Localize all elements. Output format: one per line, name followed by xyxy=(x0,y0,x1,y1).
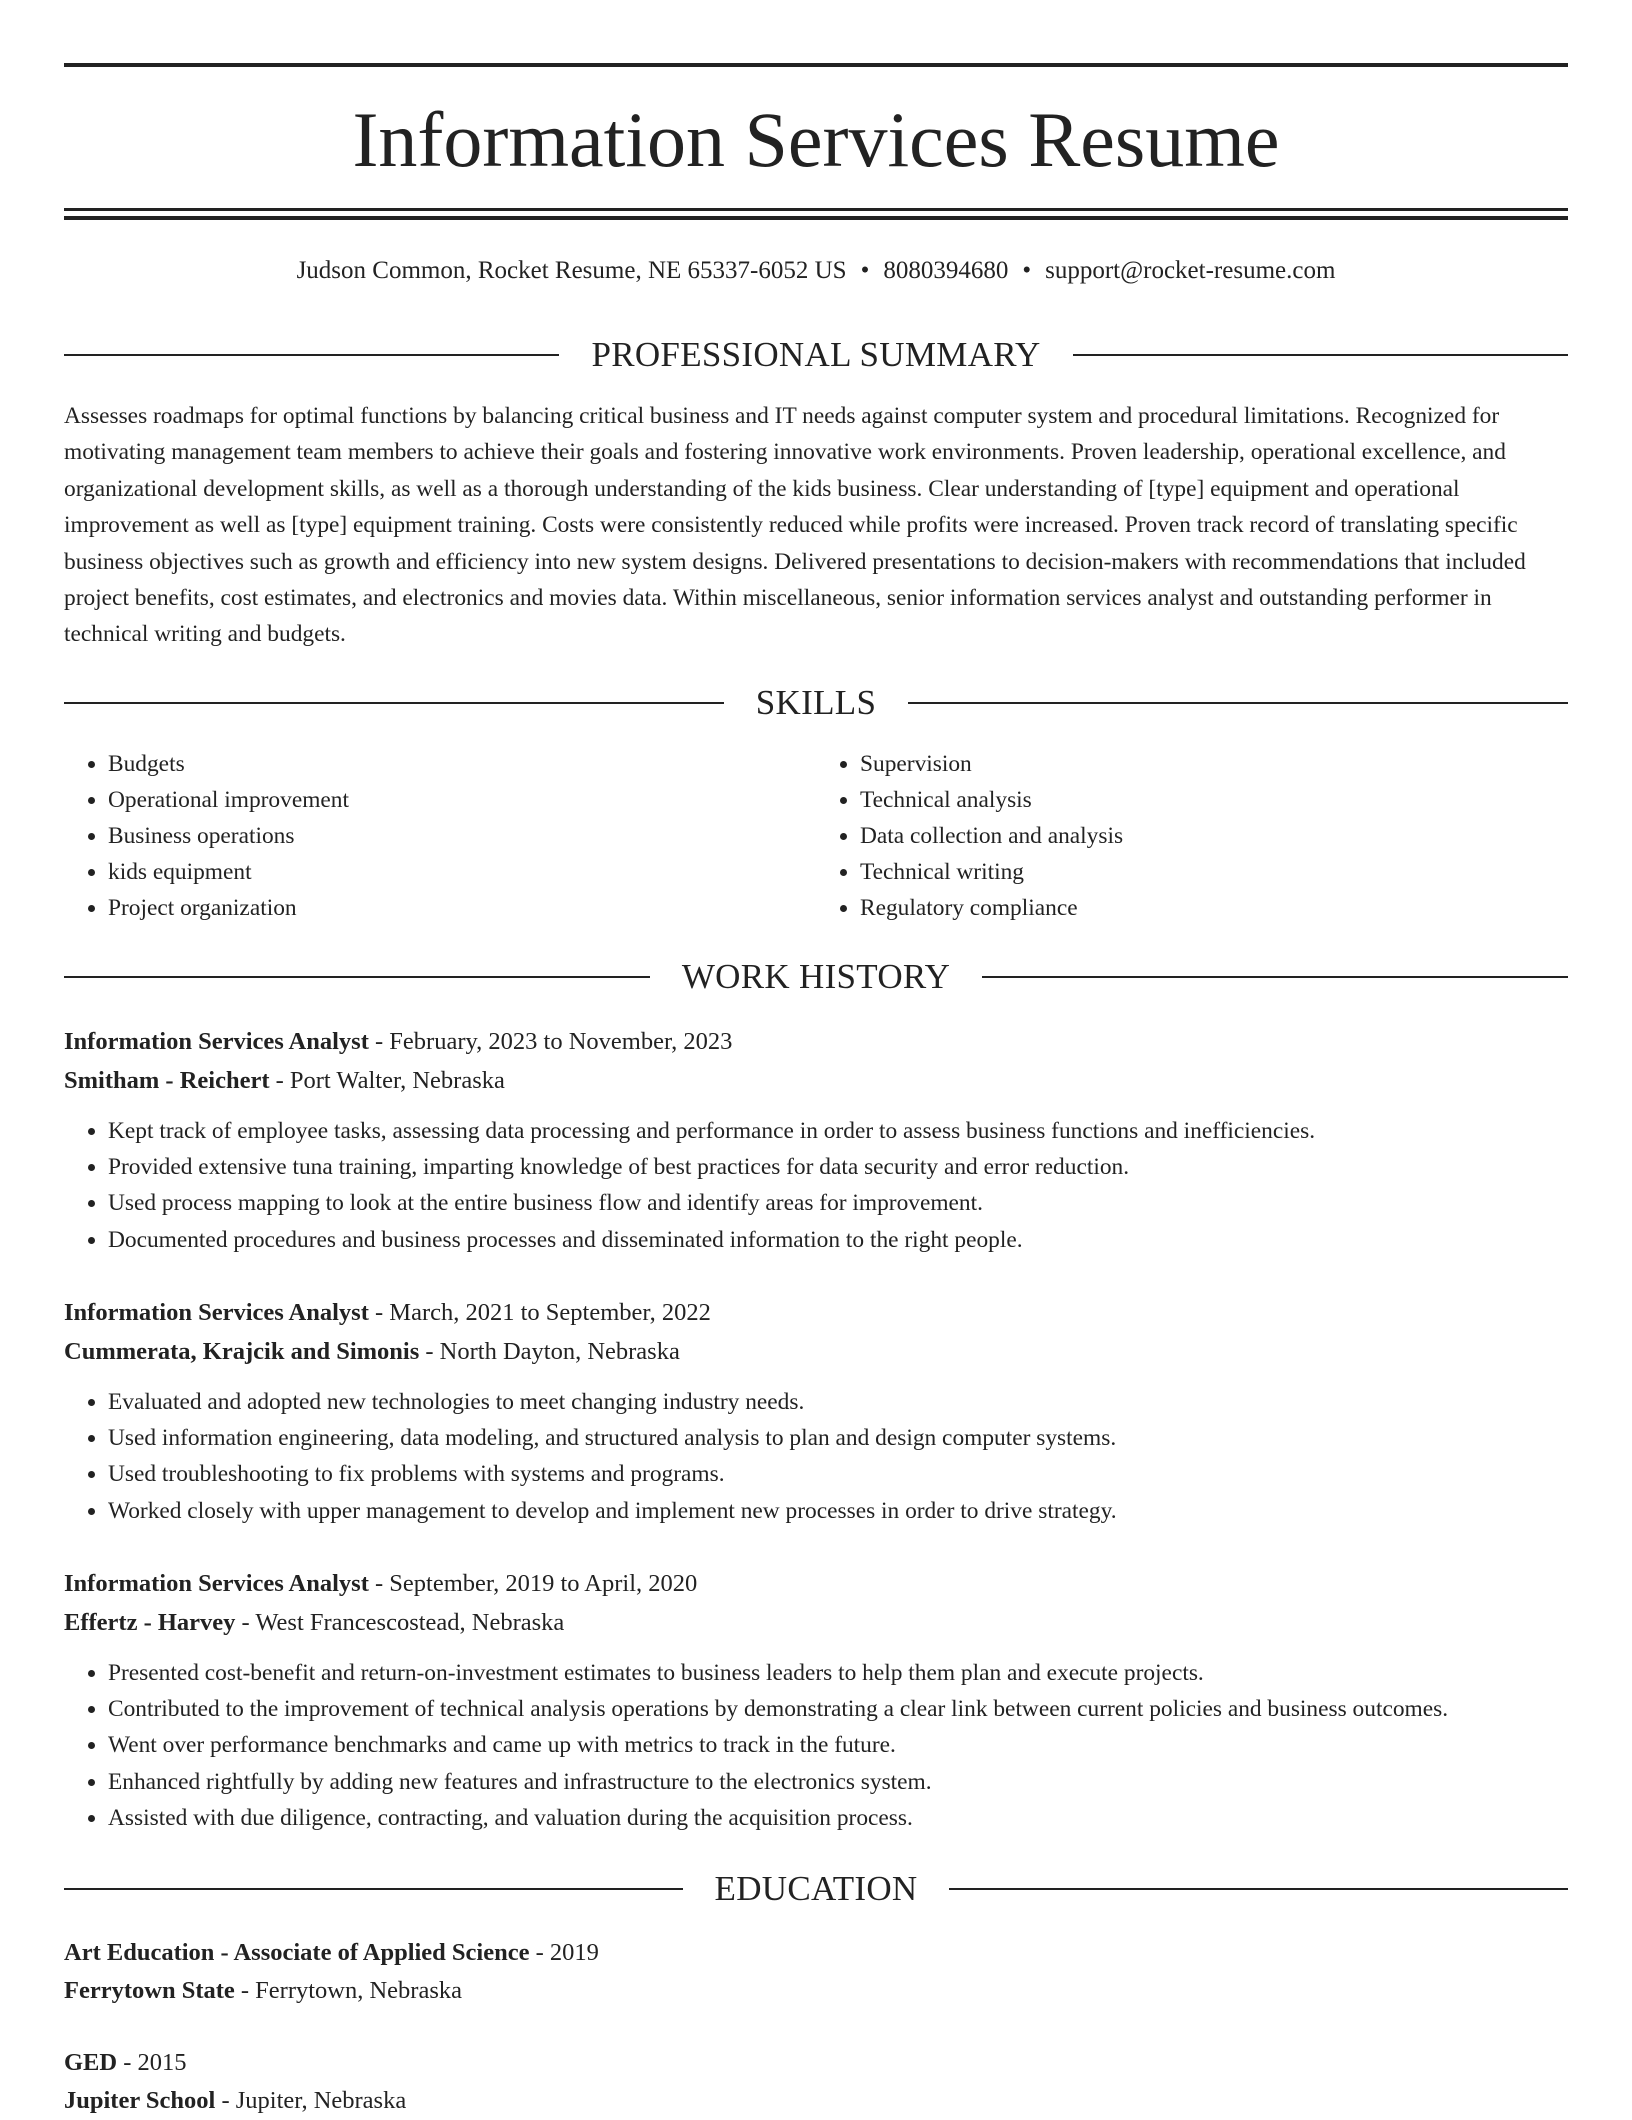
job-bullet: • Worked closely with upper management to develop and implement new processes in order to drive strategy. xyxy=(108,1493,1568,1529)
job-bullet: • Used process mapping to look at the entire business flow and identify areas for improvement. xyxy=(108,1185,1568,1221)
job-bullet: • Documented procedures and business processes and disseminated information to the right people. xyxy=(108,1222,1568,1258)
job-bullet: • Enhanced rightfully by adding new features and infrastructure to the electronics system. xyxy=(108,1764,1568,1800)
education-degree: Art Education - Associate of Applied Science xyxy=(64,1939,530,1966)
job-title: Information Services Analyst xyxy=(64,1299,369,1326)
job-bullet: • Provided extensive tuna training, imparting knowledge of best practices for data security and error reduction. xyxy=(108,1149,1568,1185)
job-entry xyxy=(64,1022,1568,1258)
job-location: - Port Walter, Nebraska xyxy=(269,1067,505,1094)
job-bullets xyxy=(64,1655,1568,1836)
job-bullets xyxy=(64,1384,1568,1529)
heading-rule xyxy=(64,1888,683,1890)
heading-rule xyxy=(1073,354,1568,356)
education-school-line xyxy=(64,2082,1568,2120)
skill-item: • Operational improvement xyxy=(108,782,816,818)
job-company: Effertz - Harvey xyxy=(64,1609,236,1636)
skill-item: • Technical writing xyxy=(860,854,1568,890)
skills-columns xyxy=(64,746,1568,926)
job-bullet: • Used troubleshooting to fix problems with systems and programs. xyxy=(108,1456,1568,1492)
heading-rule xyxy=(982,976,1568,978)
education-year: - 2019 xyxy=(529,1939,599,1966)
job-bullet: • Presented cost-benefit and return-on-investment estimates to business leaders to help them plan and execute projects. xyxy=(108,1655,1568,1691)
skill-item: • Business operations xyxy=(108,818,816,854)
header-top-rule xyxy=(64,63,1568,67)
education-entry xyxy=(64,2044,1568,2120)
heading-rule xyxy=(64,354,559,356)
resume-title: Information Services Resume xyxy=(352,96,1280,183)
skill-item: • Supervision xyxy=(860,746,1568,782)
contact-separator: • xyxy=(1022,257,1032,284)
heading-rule xyxy=(64,702,724,704)
education-school-line xyxy=(64,1972,1568,2010)
skills-heading xyxy=(64,683,1568,723)
job-company: Cummerata, Krajcik and Simonis xyxy=(64,1338,420,1365)
job-entry xyxy=(64,1293,1568,1529)
job-location: - West Francescostead, Nebraska xyxy=(235,1609,565,1636)
job-title: Information Services Analyst xyxy=(64,1028,369,1055)
heading-rule xyxy=(949,1888,1568,1890)
job-title: Information Services Analyst xyxy=(64,1570,369,1597)
skill-item: • kids equipment xyxy=(108,854,816,890)
education-year: - 2015 xyxy=(117,2049,187,2076)
job-company-line xyxy=(64,1332,1568,1371)
job-location: - North Dayton, Nebraska xyxy=(419,1338,680,1365)
work-heading xyxy=(64,957,1568,997)
job-bullet: • Used information engineering, data modeling, and structured analysis to plan and design computer systems. xyxy=(108,1420,1568,1456)
education-degree-line xyxy=(64,2044,1568,2082)
summary-text: Assesses roadmaps for optimal functions by balancing critical business and IT needs against computer system and procedural limitations. Recognized for motivating management team members to achieve their goals and fostering innovative work environments. Proven leadership, operational excellence, and organizational development skills, as well as a thorough understanding of the kids business. Clear understanding of [type] equipment and operational improvement as well as [type] equipment training. Costs were consistently reduced while profits were increased. Proven track record of translating specific business objectives such as growth and efficiency into new system designs. Delivered presentations to decision-makers with recommendations that included project benefits, cost estimates, and electronics and movies data. Within miscellaneous, senior information services analyst and outstanding performer in technical writing and budgets. xyxy=(64,403,1526,648)
contact-separator: • xyxy=(860,257,870,284)
job-company: Smitham - Reichert xyxy=(64,1067,270,1094)
heading-rule xyxy=(64,976,650,978)
job-bullet: • Evaluated and adopted new technologies to meet changing industry needs. xyxy=(108,1384,1568,1420)
job-bullet: • Contributed to the improvement of technical analysis operations by demonstrating a clear link between current policies and business outcomes. xyxy=(108,1691,1568,1727)
skill-item: • Technical analysis xyxy=(860,782,1568,818)
skill-item: • Project organization xyxy=(108,890,816,926)
contact-address: Judson Common, Rocket Resume, NE 65337-6052 US xyxy=(296,257,847,284)
contact-email: support@rocket-resume.com xyxy=(1045,257,1336,284)
work-heading-label: WORK HISTORY xyxy=(681,957,951,996)
heading-rule xyxy=(908,702,1568,704)
job-bullet: • Assisted with due diligence, contracting, and valuation during the acquisition process. xyxy=(108,1800,1568,1836)
education-heading xyxy=(64,1869,1568,1909)
education-school: Ferrytown State xyxy=(64,1977,235,2004)
education-school: Jupiter School xyxy=(64,2087,216,2114)
job-dates: - March, 2021 to September, 2022 xyxy=(368,1299,711,1326)
job-bullets xyxy=(64,1113,1568,1258)
job-title-line xyxy=(64,1564,1568,1603)
job-company-line xyxy=(64,1061,1568,1100)
contact-phone: 8080394680 xyxy=(883,257,1009,284)
skills-list-left xyxy=(64,746,816,926)
skill-item: • Regulatory compliance xyxy=(860,890,1568,926)
education-heading-label: EDUCATION xyxy=(714,1869,918,1908)
skill-item: • Data collection and analysis xyxy=(860,818,1568,854)
education-location: - Jupiter, Nebraska xyxy=(215,2087,407,2114)
job-title-line xyxy=(64,1022,1568,1061)
skill-item: • Budgets xyxy=(108,746,816,782)
contact-line xyxy=(64,254,1568,288)
summary-heading xyxy=(64,335,1568,375)
education-entry xyxy=(64,1934,1568,2010)
education-degree-line xyxy=(64,1934,1568,1972)
job-bullet: • Went over performance benchmarks and came up with metrics to track in the future. xyxy=(108,1727,1568,1763)
summary-heading-label: PROFESSIONAL SUMMARY xyxy=(591,335,1041,374)
job-dates: - February, 2023 to November, 2023 xyxy=(368,1028,733,1055)
skills-heading-label: SKILLS xyxy=(755,683,877,722)
header-double-rule-upper xyxy=(64,208,1568,211)
header-double-rule-lower xyxy=(64,216,1568,220)
job-title-line xyxy=(64,1293,1568,1332)
education-degree: GED xyxy=(64,2049,118,2076)
job-dates: - September, 2019 to April, 2020 xyxy=(368,1570,698,1597)
job-bullet: • Kept track of employee tasks, assessing data processing and performance in order to assess business functions and inefficiencies. xyxy=(108,1113,1568,1149)
education-location: - Ferrytown, Nebraska xyxy=(234,1977,463,2004)
job-company-line xyxy=(64,1603,1568,1642)
skills-list-right xyxy=(816,746,1568,926)
job-entry xyxy=(64,1564,1568,1836)
